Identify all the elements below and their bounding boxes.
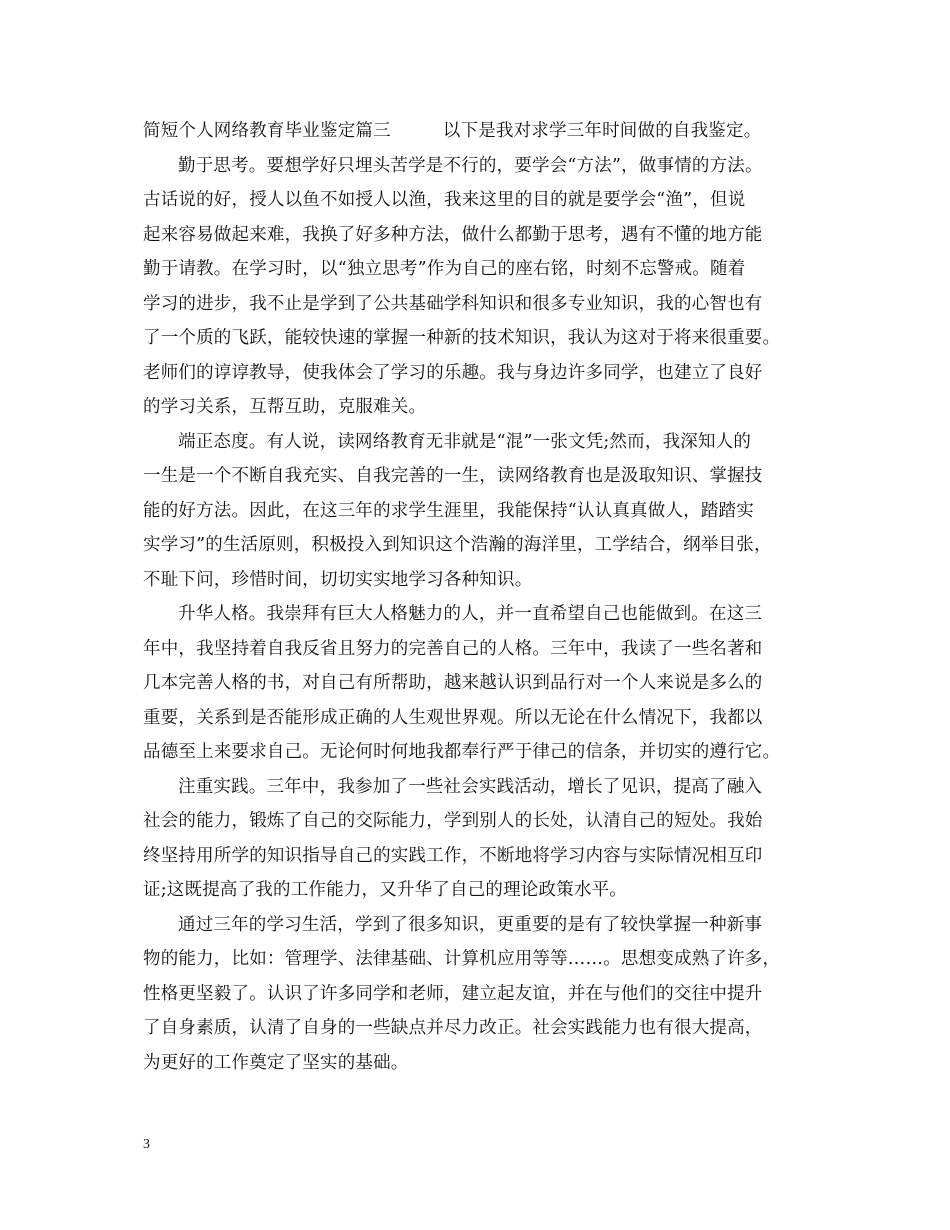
text-line: 不耻下问，珍惜时间，切切实实地学习各种知识。: [143, 569, 533, 590]
text-line: 注重实践。三年中，我参加了一些社会实践活动，增长了见识，提高了融入: [178, 776, 763, 797]
text-line: 几本完善人格的书，对自己有所帮助，越来越认识到品行对一个人来说是多么的: [143, 673, 763, 693]
section-intro: 以下是我对求学三年时间做的自我鉴定。: [442, 121, 762, 141]
text-line: 能的好方法。因此，在这三年的求学生涯里，我能保持“认认真真做人，踏踏实: [143, 500, 754, 521]
text-line: 重要，关系到是否能形成正确的人生观世界观。所以无论在什么情况下，我都以: [143, 707, 763, 728]
text-line: 通过三年的学习生活，学到了很多知识，更重要的是有了较快掌握一种新事: [178, 914, 763, 935]
text-line: 物的能力，比如：管理学、法律基础、计算机应用等等……。思想变成熟了许多，: [143, 949, 781, 969]
text-line: 一生是一个不断自我充实、自我完善的一生，读网络教育也是汲取知识、掌握技: [143, 466, 763, 486]
text-line: 了一个质的飞跃，能较快速的掌握一种新的技术知识，我认为这对于将来很重要。: [143, 328, 781, 348]
text-line: 终坚持用所学的知识指导自己的实践工作，不断地将学习内容与实际情况相互印: [143, 845, 763, 866]
text-line: 年中，我坚持着自我反省且努力的完善自己的人格。三年中，我读了一些名著和: [143, 638, 763, 659]
page-number: 3: [143, 1137, 150, 1152]
text-line: 起来容易做起来难，我换了好多种方法，做什么都勤于思考，遇有不懂的地方能: [143, 224, 763, 245]
text-line: 品德至上来要求自己。无论何时何地我都奉行严于律己的信条，并切实的遵行它。: [143, 742, 781, 762]
section-title: 简短个人网络教育毕业鉴定篇三: [143, 121, 391, 141]
text-line: 勤于思考。要想学好只埋头苦学是不行的，要学会“方法”，做事情的方法。: [178, 155, 763, 176]
text-line: 学习的进步，我不止是学到了公共基础学科知识和很多专业知识，我的心智也有: [143, 293, 763, 314]
text-line: 的学习关系，互帮互助，克服难关。: [143, 397, 427, 417]
text-line: 古话说的好，授人以鱼不如授人以渔，我来这里的目的就是要学会“渔”，但说: [143, 190, 746, 210]
text-line: 社会的能力，锻炼了自己的交际能力，学到别人的长处，认清自己的短处。我始: [143, 811, 763, 831]
text-line: 为更好的工作奠定了坚实的基础。: [143, 1052, 409, 1073]
text-line: 端正态度。有人说，读网络教育无非就是“混”一张文凭;然而，我深知人的: [178, 431, 752, 452]
text-line: 证;这既提高了我的工作能力，又升华了自己的理论政策水平。: [143, 880, 627, 900]
text-line: 性格更坚毅了。认识了许多同学和老师，建立起友谊，并在与他们的交往中提升: [143, 983, 763, 1004]
text-line: 老师们的谆谆教导，使我体会了学习的乐趣。我与身边许多同学，也建立了良好: [143, 362, 763, 383]
text-line: 升华人格。我崇拜有巨大人格魅力的人，并一直希望自己也能做到。在这三: [178, 604, 763, 624]
text-line: 勤于请教。在学习时，以“独立思考”作为自己的座右铭，时刻不忘警戒。随着: [143, 259, 746, 279]
text-line: 了自身素质，认清了自身的一些缺点并尽力改正。社会实践能力也有很大提高，: [143, 1018, 763, 1038]
text-line: 实学习”的生活原则，积极投入到知识这个浩瀚的海洋里，工学结合，纲举目张，: [143, 535, 772, 555]
document-body: [143, 114, 823, 1080]
heading-line: [143, 114, 823, 149]
